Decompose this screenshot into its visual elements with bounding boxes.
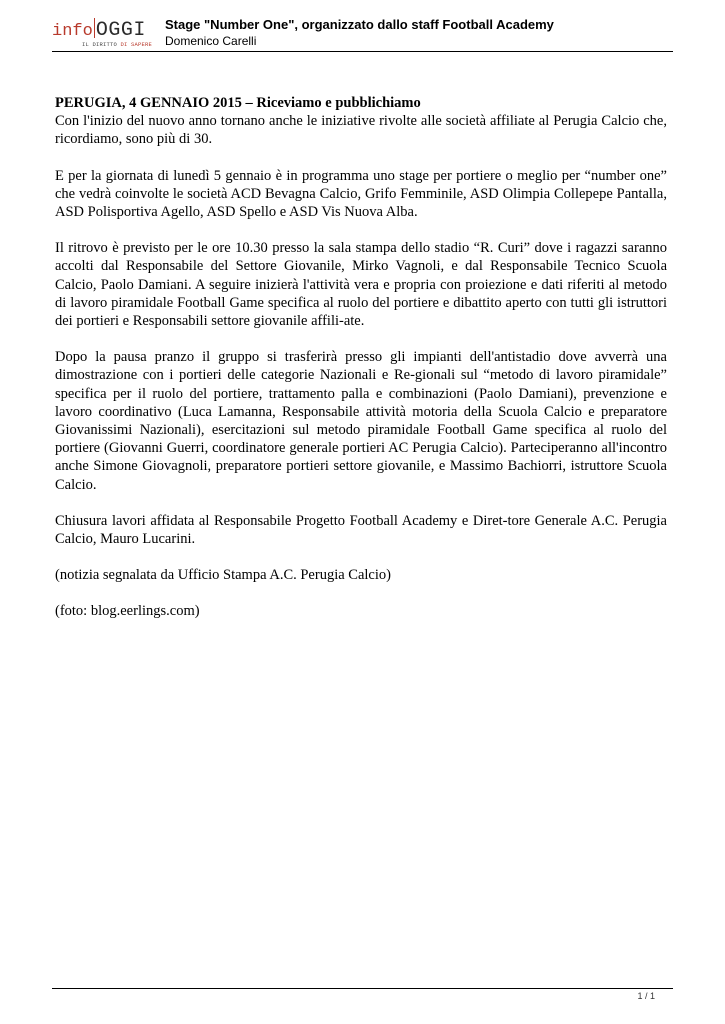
article-paragraph: Con l'inizio del nuovo anno tornano anche le iniziative rivolte alle società affiliate al Perugia Calcio che, ricordiamo, sono più di 30. (55, 113, 667, 148)
article-paragraph: Dopo la pausa pranzo il gruppo si trasferirà presso gli impianti dell'antistadio dove avverrà una dimostrazione con i portieri delle categorie Nazionali e Re-gionali sul “metodo di lavoro piramidale” specifica per il ruolo del portiere, trattamento palla e combinazioni (Paolo Damiani), prevenzione e lavoro coordinativo (Luca Lamanna, Responsabile attività motoria della Scuola Calcio e preparatore Giovanissimi Nazionali), esercitazioni sul metodo piramidale Football Game specifica al ruolo del portiere (Giovanni Guerri, coordinatore generale portieri AC Perugia Calcio). Parteciperanno all'incontro anche Simone Giovagnoli, preparatore portieri settore giovanile, e Massimo Bachiorri, istruttore Scuola Calcio. (55, 349, 667, 493)
article-source-note: (notizia segnalata da Ufficio Stampa A.C. Perugia Calcio) (55, 567, 391, 584)
document-author: Domenico Carelli (165, 34, 257, 48)
document-title: Stage "Number One", organizzato dallo staff Football Academy (165, 17, 554, 32)
article-paragraph: Chiusura lavori affidata al Responsabile Progetto Football Academy e Diret-tore Generale A.C. Perugia Calcio, Mauro Lucarini. (55, 512, 667, 548)
article-body (55, 94, 667, 639)
logo-divider (94, 18, 95, 38)
article-photo-credit: (foto: blog.eerlings.com) (55, 603, 200, 620)
header-divider (52, 51, 673, 52)
page-number: 1 / 1 (637, 991, 655, 1001)
article-paragraph: E per la giornata di lunedì 5 gennaio è in programma uno stage per portiere o meglio per “number one” che vedrà coinvolte le società ACD Bevagna Calcio, Grifo Femminile, ASD Olimpia Collepepe Pantalla, ASD Polisportiva Agello, ASD Spello e ASD Vis Nuova Alba. (55, 167, 667, 221)
logo-text-oggi: OGGI (95, 19, 146, 42)
page-header (52, 14, 672, 52)
logo-tagline-b: DI SAPERE (120, 41, 153, 48)
footer-divider (52, 988, 673, 989)
logo-text-info: info (52, 22, 93, 41)
site-logo (52, 18, 156, 48)
logo-tagline-a: IL DIRITTO (82, 41, 121, 48)
logo-tagline (82, 41, 152, 48)
article-paragraph: Il ritrovo è previsto per le ore 10.30 presso la sala stampa dello stadio “R. Curi” dove i ragazzi saranno accolti dal Responsabile del Settore Giovanile, Mirko Vagnoli, e dal Responsabile Tecnico Scuola Calcio, Paolo Damiani. A seguire inizierà l'attività vera e propria con proiezione e dati riferiti al metodo di lavoro piramidale Football Game specifica al ruolo del portiere e dibattito aperto con tutti gli istruttori dei portieri e Responsabili settore giovanile affili-ate. (55, 240, 667, 330)
article-heading: PERUGIA, 4 GENNAIO 2015 – Riceviamo e pubblichiamo (55, 95, 421, 111)
